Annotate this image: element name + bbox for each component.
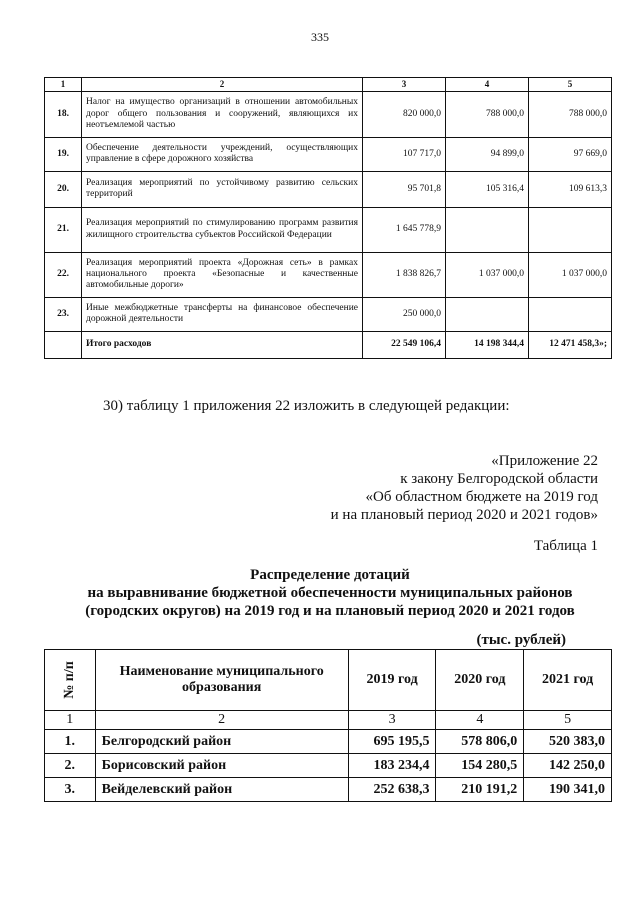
table-row bbox=[45, 171, 612, 207]
value-2019: 252 638,3 bbox=[348, 778, 436, 802]
table-row bbox=[45, 207, 612, 252]
column-numbers-row bbox=[45, 711, 612, 730]
total-2020: 14 198 344,4 bbox=[446, 331, 529, 358]
col-number-4: 4 bbox=[436, 711, 524, 730]
units-label: (тыс. рублей) bbox=[476, 632, 566, 648]
value-2021: 142 250,0 bbox=[524, 754, 612, 778]
value-2020: 578 806,0 bbox=[436, 730, 524, 754]
value-2021 bbox=[529, 297, 612, 331]
row-number: 20. bbox=[45, 171, 82, 207]
table-label: Таблица 1 bbox=[533, 538, 598, 554]
value-2020: 788 000,0 bbox=[446, 91, 529, 137]
row-name: Реализация мероприятий по стимулированию программ развития жилищного строительства субъектов Российской Федерации bbox=[82, 207, 363, 252]
table-row bbox=[45, 252, 612, 297]
col-number-3: 3 bbox=[348, 711, 436, 730]
value-2021: 1 037 000,0 bbox=[529, 252, 612, 297]
table-row bbox=[45, 91, 612, 137]
row-name: Реализация мероприятий проекта «Дорожная сеть» в рамках национального проекта «Безопасные и качественные автомобильные дороги» bbox=[82, 252, 363, 297]
row-name: Налог на имущество организаций в отношении автомобильных дорог общего пользования и сооружений, являющихся их неотъемлемой частью bbox=[82, 91, 363, 137]
table-row bbox=[45, 730, 612, 754]
value-2019: 820 000,0 bbox=[363, 91, 446, 137]
row-number: 18. bbox=[45, 91, 82, 137]
value-2019: 183 234,4 bbox=[348, 754, 436, 778]
col-number-1: 1 bbox=[45, 711, 96, 730]
value-2020: 94 899,0 bbox=[446, 137, 529, 171]
total-number-cell bbox=[45, 331, 82, 358]
header-number-text: № п/п bbox=[61, 661, 77, 699]
value-2021 bbox=[529, 207, 612, 252]
title-line: (городских округов) на 2019 год и на плановый период 2020 и 2021 годов bbox=[85, 603, 575, 619]
district-name: Вейделевский район bbox=[95, 778, 348, 802]
header-2019: 2019 год bbox=[348, 650, 436, 711]
value-2019: 107 717,0 bbox=[363, 137, 446, 171]
row-number: 21. bbox=[45, 207, 82, 252]
title-line: Распределение дотаций bbox=[250, 567, 410, 583]
value-2021: 788 000,0 bbox=[529, 91, 612, 137]
value-2019: 1 645 778,9 bbox=[363, 207, 446, 252]
appendix-line: «Об областном бюджете на 2019 год bbox=[365, 489, 598, 505]
district-name: Белгородский район bbox=[95, 730, 348, 754]
appendix-heading bbox=[298, 452, 598, 524]
total-2019: 22 549 106,4 bbox=[363, 331, 446, 358]
appendix-line: к закону Белгородской области bbox=[400, 471, 598, 487]
page-number: 335 bbox=[311, 30, 329, 44]
col-number-2: 2 bbox=[95, 711, 348, 730]
value-2021: 520 383,0 bbox=[524, 730, 612, 754]
table-row bbox=[45, 137, 612, 171]
header-2021: 2021 год bbox=[524, 650, 612, 711]
amendment-text: 30) таблицу 1 приложения 22 изложить в следующей редакции: bbox=[103, 398, 510, 414]
row-name: Иные межбюджетные трансферты на финансовое обеспечение дорожной деятельности bbox=[82, 297, 363, 331]
table-header-row bbox=[45, 78, 612, 92]
table-row bbox=[45, 754, 612, 778]
expenses-table bbox=[44, 77, 612, 359]
value-2020 bbox=[446, 297, 529, 331]
value-2020: 210 191,2 bbox=[436, 778, 524, 802]
table-row bbox=[45, 297, 612, 331]
header-2020: 2020 год bbox=[436, 650, 524, 711]
col-number-2: 2 bbox=[82, 78, 363, 92]
col-number-1: 1 bbox=[45, 78, 82, 92]
table-header-row bbox=[45, 650, 612, 711]
row-number: 3. bbox=[45, 778, 96, 802]
value-2021: 97 669,0 bbox=[529, 137, 612, 171]
col-number-3: 3 bbox=[363, 78, 446, 92]
appendix-line: «Приложение 22 bbox=[491, 453, 598, 469]
col-number-5: 5 bbox=[524, 711, 612, 730]
total-label: Итого расходов bbox=[82, 331, 363, 358]
value-2019: 95 701,8 bbox=[363, 171, 446, 207]
header-number bbox=[45, 650, 96, 711]
value-2019: 250 000,0 bbox=[363, 297, 446, 331]
row-name: Реализация мероприятий по устойчивому развитию сельских территорий bbox=[82, 171, 363, 207]
subsidy-table bbox=[44, 649, 612, 802]
row-name: Обеспечение деятельности учреждений, осуществляющих управление в сфере дорожного хозяйства bbox=[82, 137, 363, 171]
district-name: Борисовский район bbox=[95, 754, 348, 778]
row-number: 22. bbox=[45, 252, 82, 297]
header-name: Наименование муниципального образования bbox=[95, 650, 348, 711]
row-number: 1. bbox=[45, 730, 96, 754]
value-2021: 190 341,0 bbox=[524, 778, 612, 802]
value-2019: 695 195,5 bbox=[348, 730, 436, 754]
total-2021: 12 471 458,3»; bbox=[529, 331, 612, 358]
table-row bbox=[45, 778, 612, 802]
value-2021: 109 613,3 bbox=[529, 171, 612, 207]
col-number-4: 4 bbox=[446, 78, 529, 92]
value-2019: 1 838 826,7 bbox=[363, 252, 446, 297]
total-row bbox=[45, 331, 612, 358]
title-line: на выравнивание бюджетной обеспеченности муниципальных районов bbox=[87, 585, 573, 601]
col-number-5: 5 bbox=[529, 78, 612, 92]
row-number: 19. bbox=[45, 137, 82, 171]
document-title bbox=[40, 566, 620, 620]
appendix-line: и на плановый период 2020 и 2021 годов» bbox=[330, 507, 598, 523]
value-2020: 154 280,5 bbox=[436, 754, 524, 778]
row-number: 23. bbox=[45, 297, 82, 331]
value-2020: 1 037 000,0 bbox=[446, 252, 529, 297]
row-number: 2. bbox=[45, 754, 96, 778]
value-2020 bbox=[446, 207, 529, 252]
value-2020: 105 316,4 bbox=[446, 171, 529, 207]
